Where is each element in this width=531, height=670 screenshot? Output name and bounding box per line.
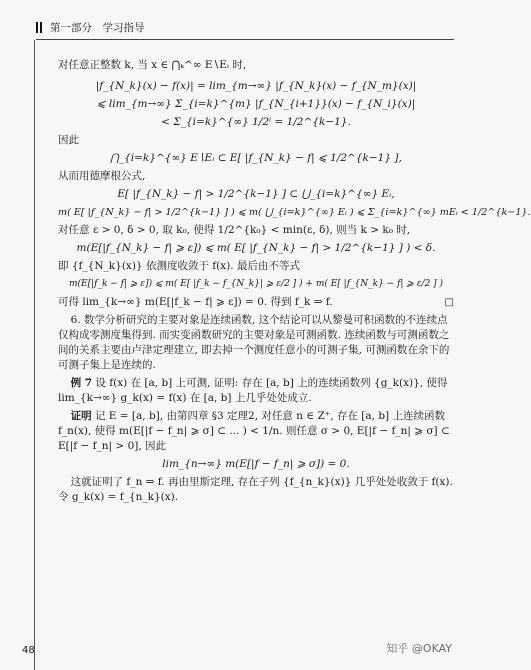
equation: E[ |f_{N_k} − f| > 1/2^{k−1} ] ⊂ ⋃_{i=k}^{∞} Eᵢ, [117,188,395,200]
qed-symbol: □ [444,297,454,308]
page-number: 48 [22,645,35,656]
text-line: 因此 [58,134,79,146]
proof-text: 记 E = [a, b], 由第四章 §3 定理2, 对任意 n ∈ Z⁺, 存在 [a, b] 上连续函数 f_n(x), 使得 m(E[|f − f_n| ⩾ σ] ⊂ ... ) < 1/n. 则任意 σ > 0, E[|f − f_n| ⩾ σ] ⊂ E[|f − f_n| > 0], 因此 [58,410,450,452]
example-label: 例 7 [70,377,93,389]
proof-paragraph [58,409,454,454]
text-line: 从而用德摩根公式, [58,170,146,182]
equation: m(E[|f_k − f| ⩾ ε]) ⩽ m( E[ |f_k − f_{N_k}| ⩾ ε/2 ] ) + m( E[ |f_{N_k} − f| ⩾ ε/2 ] ) [68,279,444,289]
header-bars-icon [36,22,42,33]
margin-rule [34,40,35,670]
text-line: 即 {f_{N_k}(x)} 依测度收敛于 f(x). 最后由不等式 [58,260,300,272]
equation: < Σ_{i=k}^{∞} 1/2ⁱ = 1/2^{k−1}. [161,116,351,128]
text-line: 对任意 ε > 0, δ > 0, 取 k₀, 使得 1/2^{k₀} < min(ε, δ), 则当 k > k₀ 时, [58,224,411,236]
paragraph: 这就证明了 f_n ⇒ f. 再由里斯定理, 存在子列 {f_{n_k}(x)} 几乎处处收敛于 f(x). 令 g_k(x) = f_{n_k}(x). [58,476,453,503]
equation: ⋂_{i=k}^{∞} E∖Eᵢ ⊂ E[ |f_{N_k} − f| ⩽ 1/2^{k−1} ], [110,152,402,164]
header-rule [36,39,454,40]
page-body [58,58,531,505]
running-header [36,20,145,35]
equation: m(E[|f_{N_k} − f| ⩾ ε]) ⩽ m( E[ |f_{N_k} − f| > 1/2^{k−1} ] ) < δ. [76,242,436,254]
proof-label: 证明 [70,410,92,422]
header-title: 第一部分 学习指导 [50,22,145,34]
example-paragraph [58,376,454,406]
paragraph: 6. 数学分析研究的主要对象是连续函数, 这个结论可以从黎曼可积函数的不连续点仅构成零测度集得到. 而实变函数研究的主要对象是可测函数. 连续函数与可测函数之间的关系主要由卢津定理建立, 即去掉一个测度任意小的可测子集, 可测函数在余下的可测子集上是连续的. [58,314,450,371]
text-line [58,295,454,310]
watermark: 知乎 @OKAY [386,642,452,655]
equation: |f_{N_k}(x) − f(x)| = lim_{m→∞} |f_{N_k}(x) − f_{N_m}(x)| [95,80,417,92]
equation: lim_{n→∞} m(E[|f − f_n| ⩾ σ]) = 0. [162,458,350,470]
equation: m( E[ |f_{N_k} − f| > 1/2^{k−1} ] ) ⩽ m( ⋃_{i=k}^{∞} Eᵢ ) ⩽ Σ_{i=k}^{∞} mEᵢ < 1/2^{k−1}. [58,207,531,218]
conclusion-text: 可得 lim_{k→∞} m(E[|f_k − f| ⩾ ε]) = 0. 得到 f_k ⇒ f. [58,296,333,308]
equation: ⩽ lim_{m→∞} Σ_{i=k}^{m} |f_{N_{i+1}}(x) − f_{N_i}(x)| [96,98,416,110]
example-text: 设 f(x) 在 [a, b] 上可测, 证明: 存在 [a, b] 上的连续函数列 {g_k(x)}, 使得 lim_{k→∞} g_k(x) = f(x) 在 [a, b] 上几乎处处成立. [58,377,448,404]
text-line: 对任意正整数 k, 当 x ∈ ⋂ₖ^∞ E∖Eᵢ 时, [58,59,247,71]
